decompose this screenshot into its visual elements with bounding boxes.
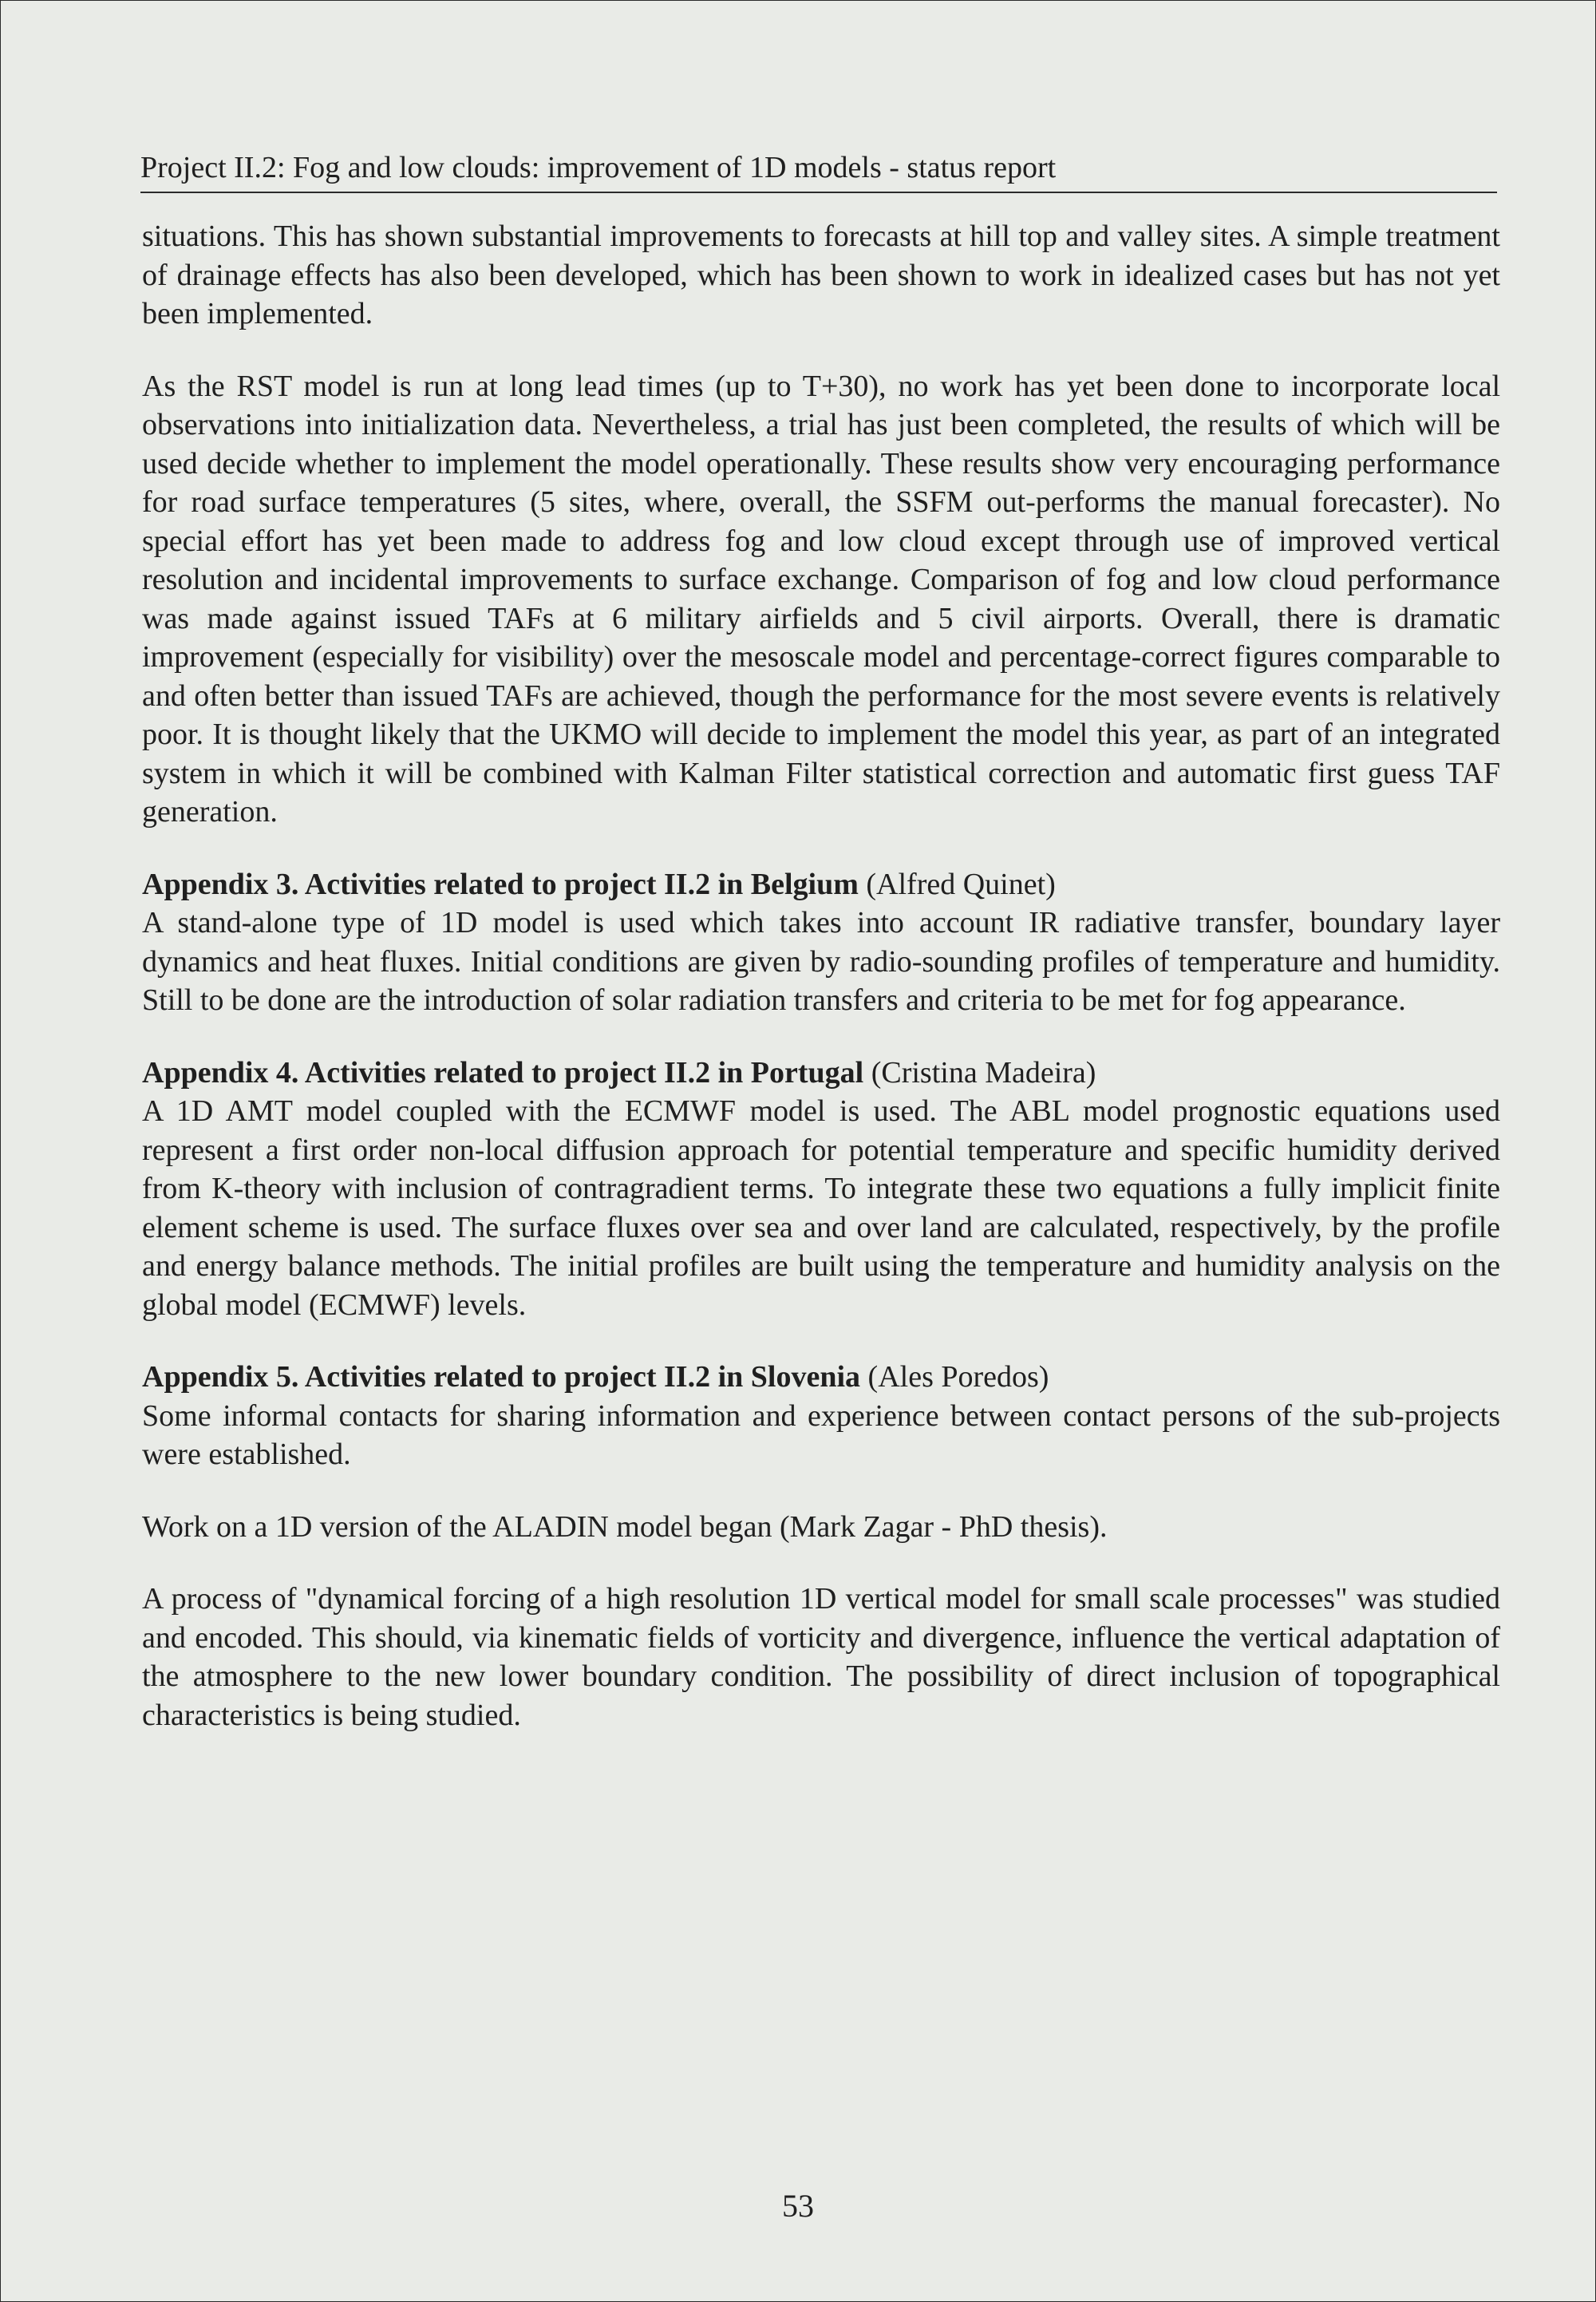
appendix-5-author: (Ales Poredos) — [867, 1360, 1049, 1394]
paragraph-rst-model: As the RST model is run at long lead times (up to T+30), no work has yet been done to incorporate local observations into initialization data. Nevertheless, a trial has just been completed, the results of which will be used decide whether to implement the model operationally. These results show very encouraging performance for road surface temperatures (5 sites, where, overall, the SSFM out-performs the manual forecaster). No special effort has yet been made to address fog and low cloud except through use of improved vertical resolution and incidental improvements to surface exchange. Comparison of fog and low cloud performance was made against issued TAFs at 6 military airfields and 5 civil airports. Overall, there is dramatic improvement (especially for visibility) over the mesoscale model and percentage-correct figures comparable to and often better than issued TAFs are achieved, though the performance for the most severe events is relatively poor. It is thought likely that the UKMO will decide to implement the model this year, as part of an integrated system in which it will be combined with Kalman Filter statistical correction and automatic first guess TAF generation. — [142, 369, 1500, 829]
appendix-5-section — [142, 1358, 1500, 1734]
appendix-5-body-2: Work on a 1D version of the ALADIN model began (Mark Zagar - PhD thesis). — [142, 1509, 1108, 1544]
header-title: Project II.2: Fog and low clouds: improvement of 1D models - status report — [140, 151, 1057, 184]
appendix-4-heading: Appendix 4. Activities related to project II.2 in Portugal — [142, 1055, 864, 1090]
paragraph-situations: situations. This has shown substantial improvements to forecasts at hill top and valley sites. A simple treatment of drainage effects has also been developed, which has been shown to work in idealized cases but has not yet been implemented. — [142, 220, 1500, 330]
page-body — [142, 217, 1500, 1734]
appendix-5-body-3: A process of "dynamical forcing of a high resolution 1D vertical model for small scale processes" was studied and encoded. This should, via kinematic fields of vorticity and divergence, influence the vertical adaptation of the atmosphere to the new lower boundary condition. The possibility of direct inclusion of topographical characteristics is being studied. — [142, 1582, 1500, 1732]
running-header — [140, 144, 1497, 193]
appendix-4-title-line — [142, 1054, 1500, 1093]
appendix-3-title-line — [142, 865, 1500, 904]
appendix-4-body: A 1D AMT model coupled with the ECMWF model is used. The ABL model prognostic equations used represent a first order non-local diffusion approach for potential temperature and specific humidity derived from K-theory with inclusion of contragradient terms. To integrate these two equations a fully implicit finite element scheme is used. The surface fluxes over sea and over land are calculated, respectively, by the profile and energy balance methods. The initial profiles are built using the temperature and humidity analysis on the global model (ECMWF) levels. — [142, 1094, 1500, 1322]
appendix-4-section — [142, 1054, 1500, 1325]
appendix-3-heading: Appendix 3. Activities related to project II.2 in Belgium — [142, 867, 859, 901]
appendix-5-heading: Appendix 5. Activities related to project II.2 in Slovenia — [142, 1360, 861, 1394]
appendix-3-section — [142, 865, 1500, 1020]
appendix-3-body: A stand-alone type of 1D model is used which takes into account IR radiative transfer, boundary layer dynamics and heat fluxes. Initial conditions are given by radio-sounding profiles of temperature and humidity. Still to be done are the introduction of solar radiation transfers and criteria to be met for fog appearance. — [142, 906, 1500, 1017]
appendix-5-title-line — [142, 1358, 1500, 1397]
appendix-3-author: (Alfred Quinet) — [866, 867, 1056, 901]
page-number: 53 — [782, 2188, 814, 2224]
appendix-4-author: (Cristina Madeira) — [871, 1055, 1096, 1090]
appendix-5-body-1: Some informal contacts for sharing information and experience between contact persons of the sub-projects were established. — [142, 1398, 1500, 1471]
